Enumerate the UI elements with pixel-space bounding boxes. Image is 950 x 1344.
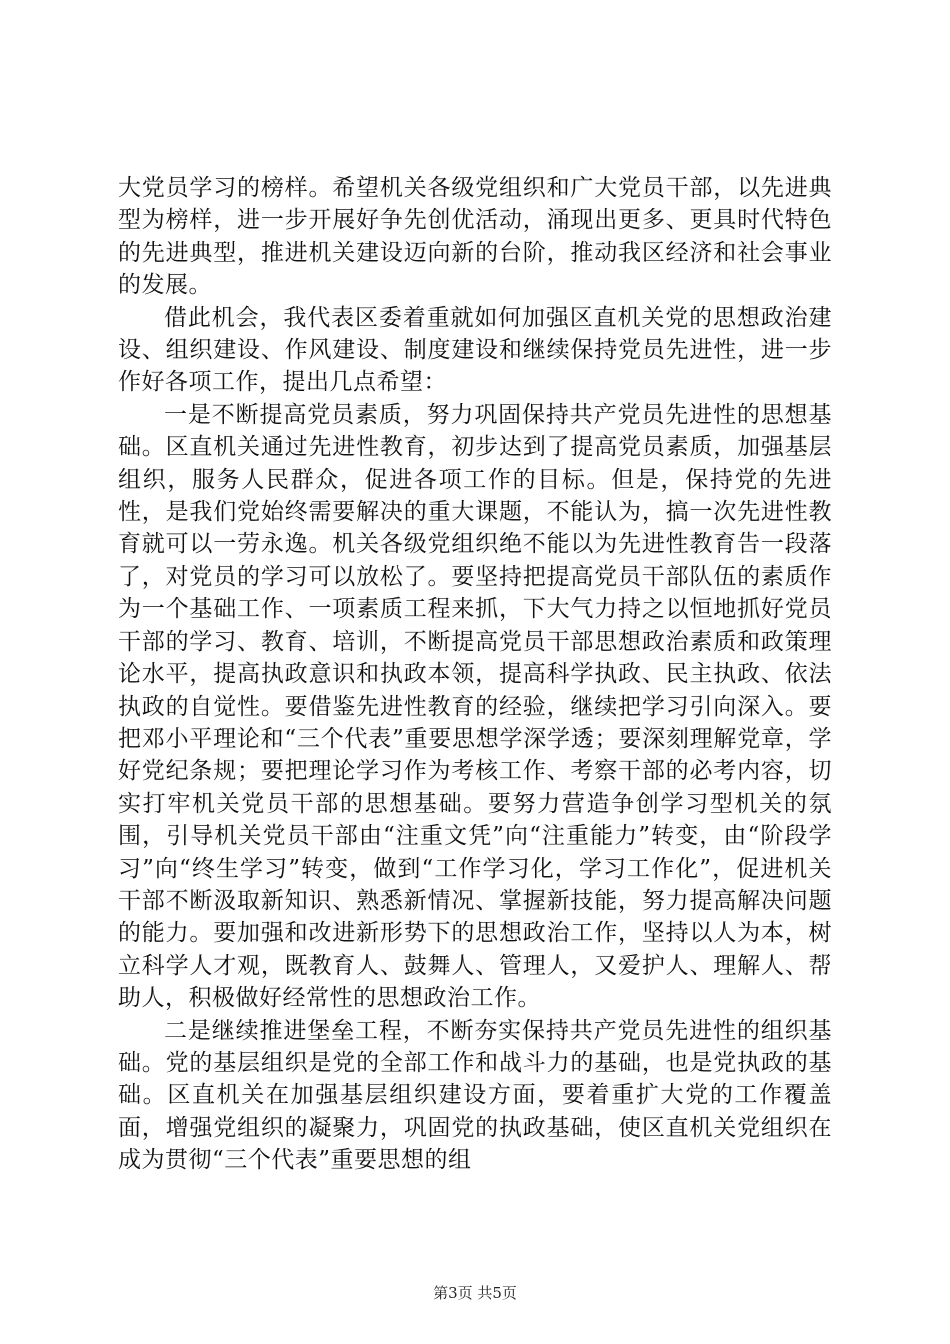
page-number-footer: 第3页 共5页 [433,1284,517,1302]
paragraph-3: 一是不断提高党员素质，努力巩固保持共产党员先进性的思想基础。区直机关通过先进性教育，初步达到了提高党员素质，加强基层组织，服务人民群众，促进各项工作的目标。但是，保持党的先进性，是我们党始终需要解决的重大课题，不能认为，搞一次先进性教育就可以一劳永逸。机关各级党组织绝不能以为先进性教育告一段落了，对党员的学习可以放松了。要坚持把提高党员干部队伍的素质作为一个基础工作、一项素质工程来抓，下大气力持之以恒地抓好党员干部的学习、教育、培训，不断提高党员干部思想政治素质和政策理论水平，提高执政意识和执政本领，提高科学执政、民主执政、依法执政的自觉性。要借鉴先进性教育的经验，继续把学习引向深入。要把邓小平理论和“三个代表”重要思想学深学透；要深刻理解党章，学好党纪条规；要把理论学习作为考核工作、考察干部的必考内容，切实打牢机关党员干部的思想基础。要努力营造争创学习型机关的氛围，引导机关党员干部由“注重文凭”向“注重能力”转变，由“阶段学习”向“终生学习”转变，做到“工作学习化，学习工作化”，促进机关干部不断汲取新知识、熟悉新情况、掌握新技能，努力提高解决问题的能力。要加强和改进新形势下的思想政治工作，坚持以人为本，树立科学人才观，既教育人、鼓舞人、管理人，又爱护人、理解人、帮助人，积极做好经常性的思想政治工作。 [118,401,832,1012]
document-body [118,172,832,1177]
paragraph-2: 借此机会，我代表区委着重就如何加强区直机关党的思想政治建设、组织建设、作风建设、制度建设和继续保持党员先进性，进一步作好各项工作，提出几点希望： [118,304,832,396]
paragraph-4: 二是继续推进堡垒工程，不断夯实保持共产党员先进性的组织基础。党的基层组织是党的全部工作和战斗力的基础，也是党执政的基础。区直机关在加强基层组织建设方面，要着重扩大党的工作覆盖面，增强党组织的凝聚力，巩固党的执政基础，使区直机关党组织在成为贯彻“三个代表”重要思想的组 [118,1017,832,1174]
paragraph-1: 大党员学习的榜样。希望机关各级党组织和广大党员干部，以先进典型为榜样，进一步开展好争先创优活动，涌现出更多、更具时代特色的先进典型，推进机关建设迈向新的台阶，推动我区经济和社会事业的发展。 [118,175,832,299]
